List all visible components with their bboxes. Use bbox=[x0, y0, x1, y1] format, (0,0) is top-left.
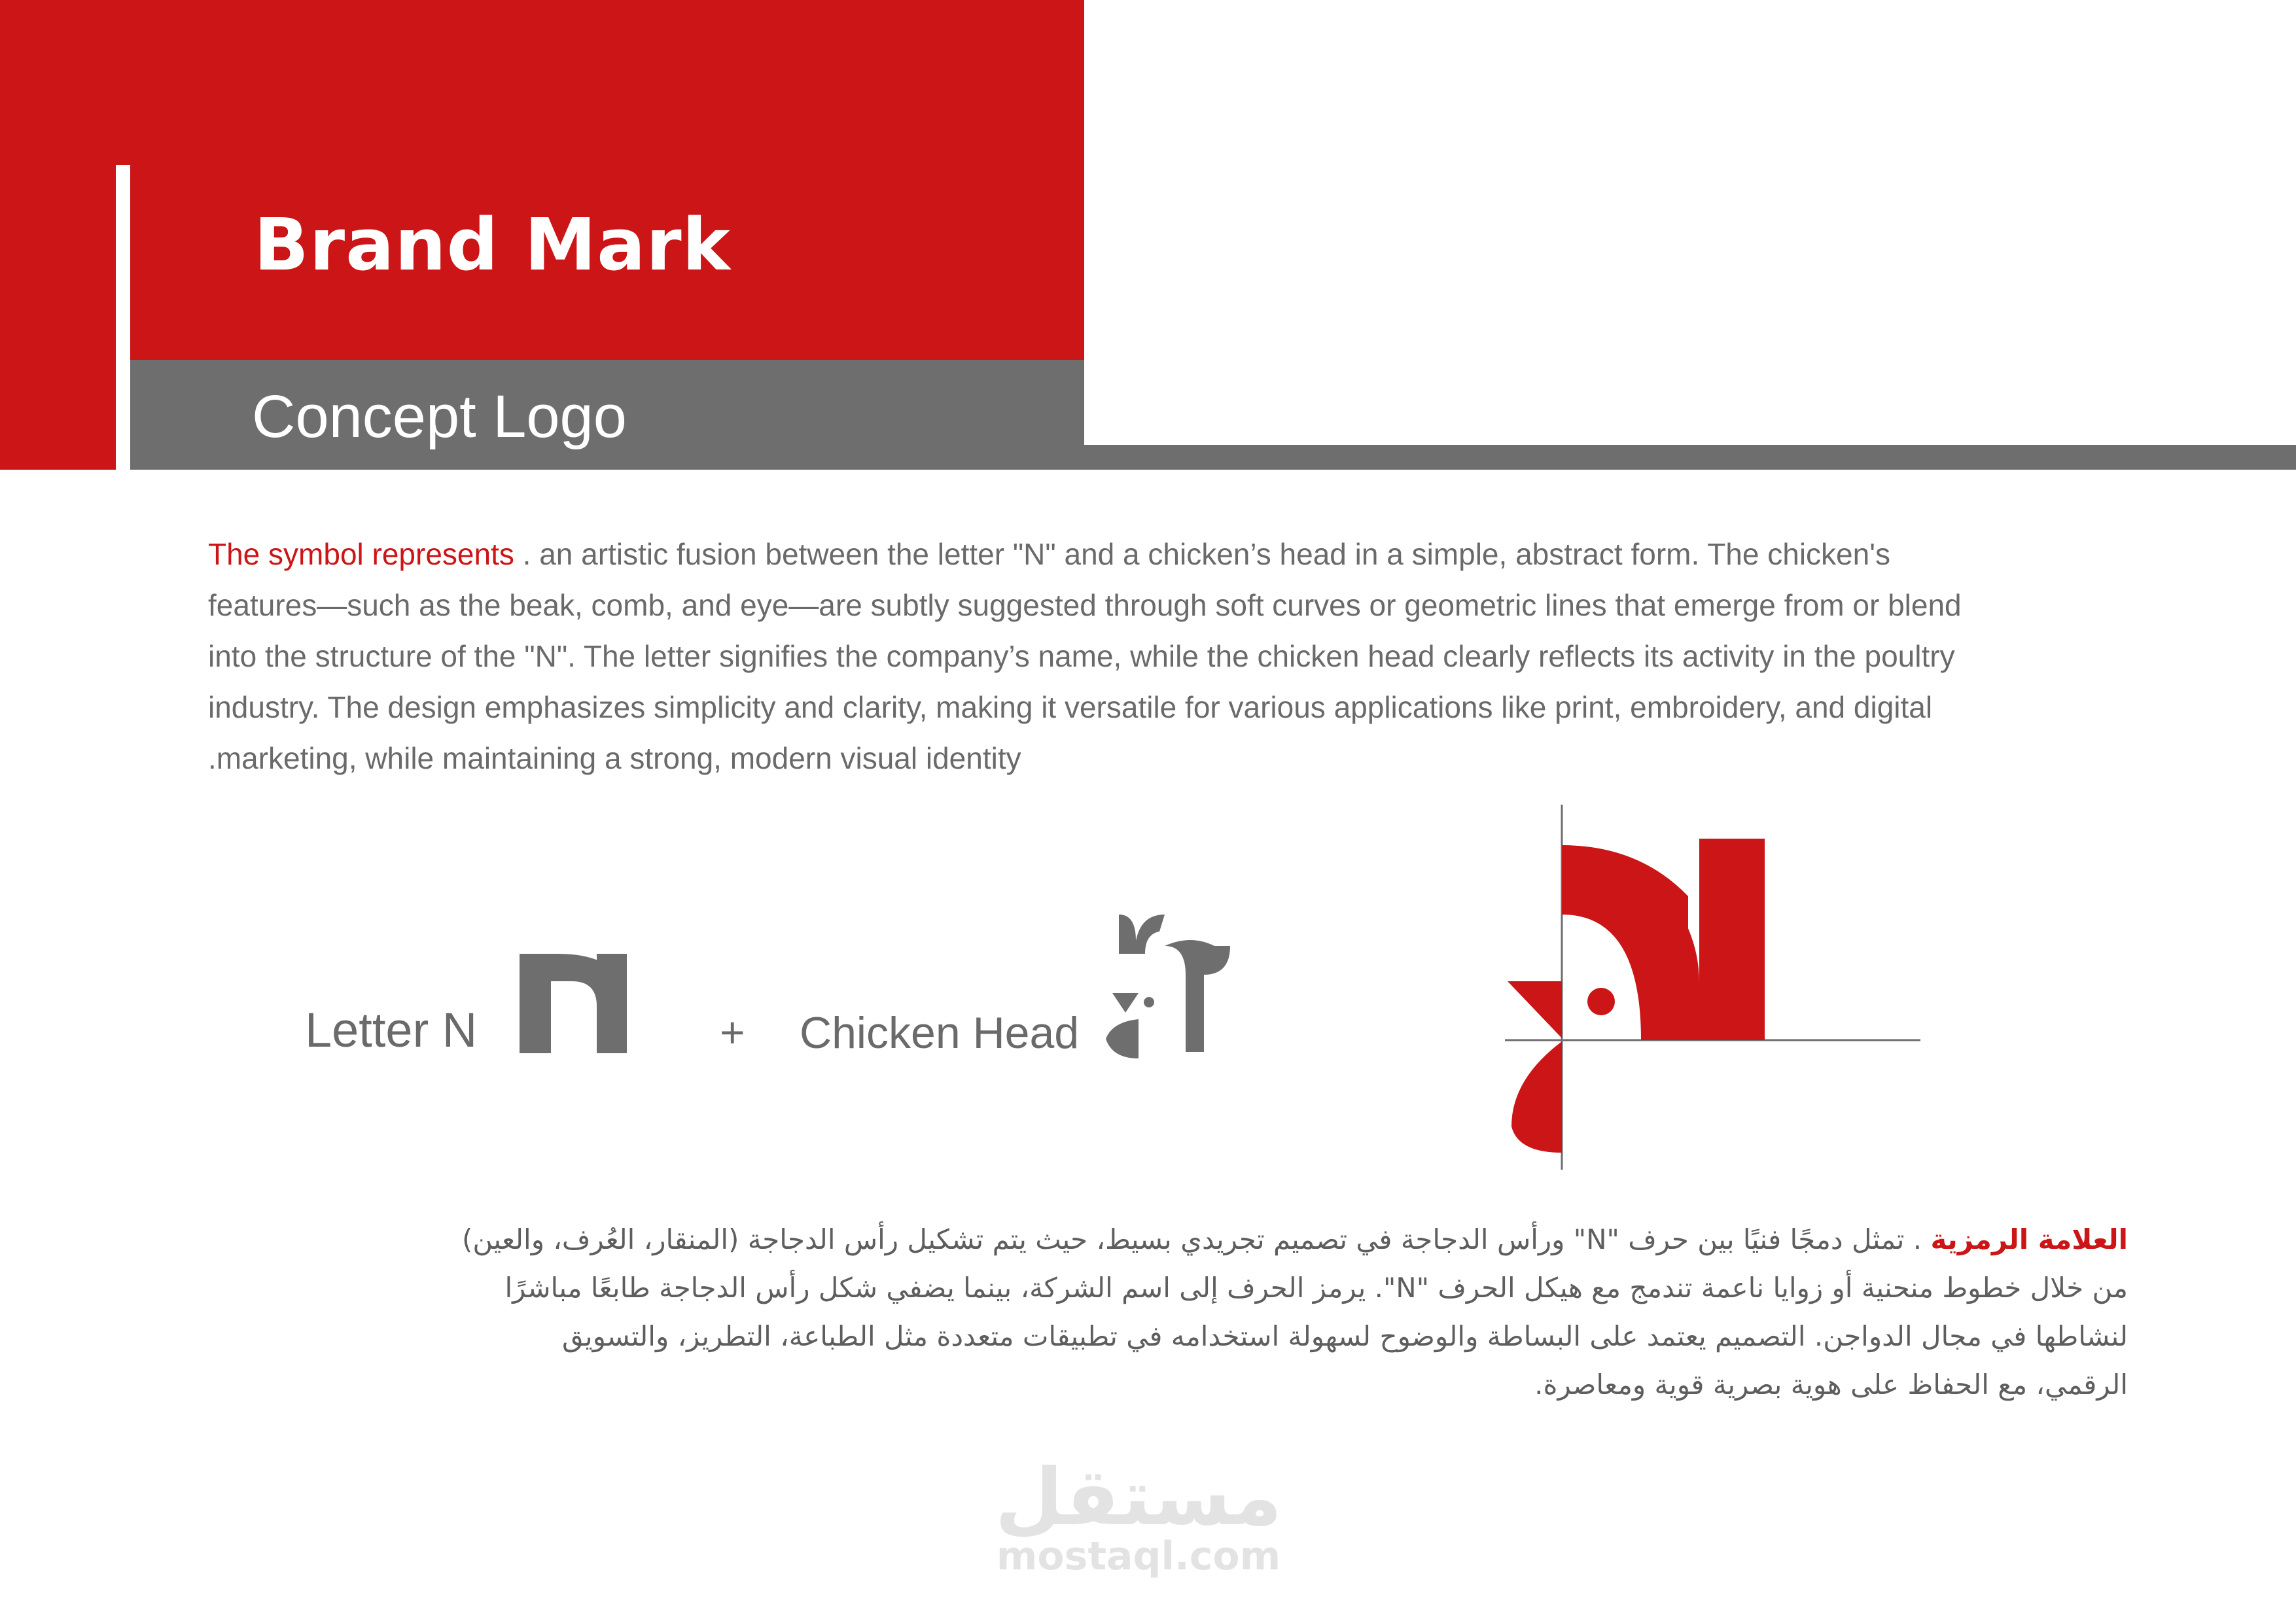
chicken-head-icon bbox=[1099, 915, 1230, 1058]
description-english-line: features—such as the beak, comb, and eye—are subtly suggested through soft curves or geometric lines that emerge from or blend bbox=[208, 588, 1962, 622]
logo-n-stem bbox=[1699, 839, 1765, 1040]
description-english-text: . an artistic fusion between the letter "N" and a chicken’s head in a simple, abstract form. The chicken's bbox=[514, 537, 1891, 571]
description-arabic-line bbox=[222, 1215, 2128, 1264]
header-divider-line bbox=[1084, 445, 2296, 470]
description-english bbox=[208, 529, 2125, 784]
description-english-line bbox=[208, 529, 2125, 580]
page-subtitle: Concept Logo bbox=[252, 383, 627, 450]
combined-logo bbox=[1498, 805, 1924, 1171]
watermark-latin: mostaql.com bbox=[996, 1533, 1281, 1579]
description-arabic-line: من خلال خطوط منحنية أو زوايا ناعمة تندمج مع هيكل الحرف "N". يرمز الحرف إلى اسم الشركة، بينما يضفي شكل رأس الدجاجة طابعًا مباشرًا bbox=[504, 1272, 2128, 1304]
description-arabic bbox=[222, 1215, 2128, 1409]
description-arabic-lead: العلامة الرمزية bbox=[1930, 1223, 2128, 1255]
description-english-line: industry. The design emphasizes simplicity and clarity, making it versatile for various applications like print, embroidery, and digital bbox=[208, 690, 1933, 724]
mostaql-watermark bbox=[981, 1452, 1296, 1579]
logo-beak bbox=[1508, 981, 1562, 1038]
description-english-line: .marketing, while maintaining a strong, modern visual identity bbox=[208, 741, 1021, 775]
letter-n-label: Letter N bbox=[305, 1003, 478, 1057]
plus-sign: + bbox=[720, 1008, 745, 1056]
logo-wattle bbox=[1511, 1041, 1562, 1153]
page-title: Brand Mark bbox=[254, 203, 731, 287]
description-arabic-line: لنشاطها في مجال الدواجن. التصميم يعتمد على البساطة والوضوح لسهولة استخدامه في تطبيقات متعددة مثل الطباعة، التطريز، والتسويق bbox=[561, 1320, 2128, 1352]
description-arabic-line: الرقمي، مع الحفاظ على هوية بصرية قوية ومعاصرة. bbox=[1534, 1369, 2128, 1401]
description-arabic-text: . تمثل دمجًا فنيًا بين حرف "N" ورأس الدجاجة في تصميم تجريدي بسيط، حيث يتم تشكيل رأس الدجاجة (المنقار، العُرف، والعين) bbox=[461, 1223, 1931, 1255]
description-english-line: into the structure of the "N". The letter signifies the company’s name, while the chicken head clearly reflects its activity in the poultry bbox=[208, 639, 1955, 673]
chicken-head-label: Chicken Head bbox=[800, 1008, 1080, 1058]
description-english-lead: The symbol represents bbox=[208, 537, 514, 571]
watermark-arabic: مستقل bbox=[995, 1452, 1282, 1543]
header-accent-bar bbox=[116, 165, 130, 470]
logo-eye bbox=[1587, 988, 1615, 1015]
letter-n-icon bbox=[520, 954, 627, 1053]
